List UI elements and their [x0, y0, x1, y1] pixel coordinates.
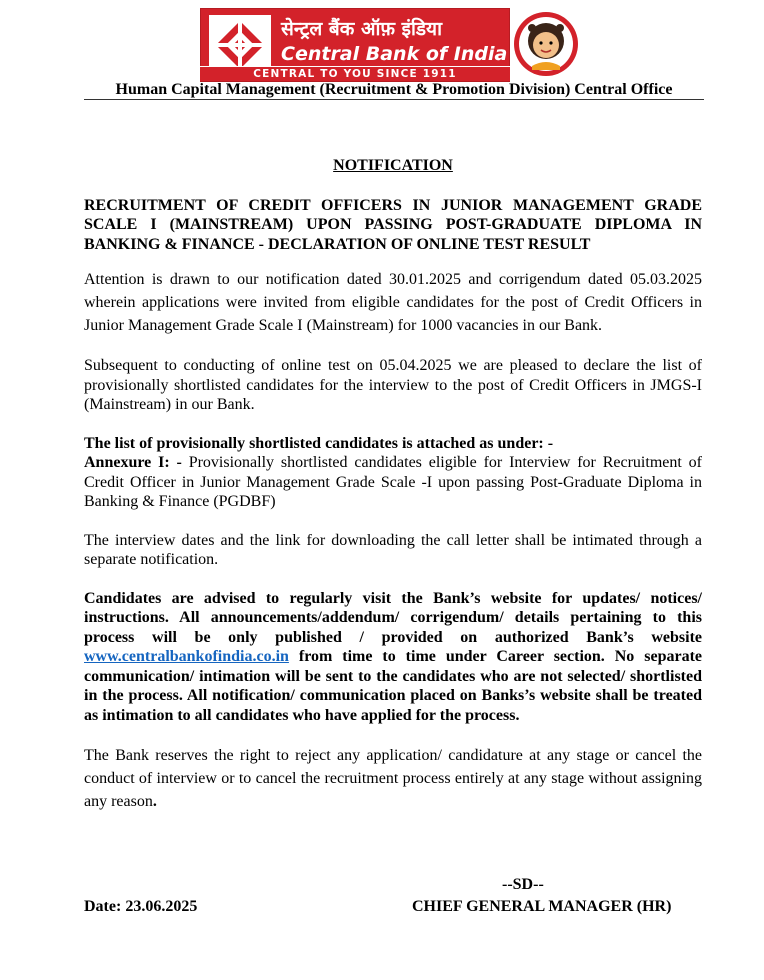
beti-bachao-mascot-icon: [512, 8, 580, 80]
bank-website-link[interactable]: www.centralbankofindia.co.in: [84, 648, 289, 665]
signatory-title: CHIEF GENERAL MANAGER (HR): [412, 898, 672, 915]
annexure-text: Provisionally shortlisted candidates eligible for Interview for Recruitment of Credit Officer in Junior Management Grade Scale -I upon passing Post-Graduate Diploma in Banking & Finance (PGDBF): [84, 454, 702, 510]
advisory-text-before: Candidates are advised to regularly visit the Bank’s website for updates/ notices/ instructions. All announcements/addendum/ corrigendum/ details pertaining to this process will be only published / provided on authorized Bank’s website: [84, 589, 702, 646]
reservation-text: The Bank reserves the right to reject any application/ candidature at any stage or cancel the conduct of interview or to cancel the recruitment process entirely at any stage without assigning any reason: [84, 747, 702, 810]
office-title: Human Capital Management (Recruitment & Promotion Division) Central Office: [84, 80, 704, 100]
notification-date: Date: 23.06.2025: [84, 898, 198, 915]
annexure-label: Annexure I: -: [84, 454, 182, 471]
notification-heading: NOTIFICATION: [333, 157, 453, 174]
reservation-end: .: [152, 793, 157, 810]
bank-name-hindi: सेन्ट्रल बैंक ऑफ़ इंडिया: [281, 18, 442, 40]
signature-sd: --SD--: [502, 876, 544, 893]
notification-body: [84, 156, 702, 832]
paragraph-declaration: Subsequent to conducting of online test on 05.04.2025 we are pleased to declare the list of provisionally shortlisted candidates for the interview to the post of Credit Officers in JMGS-I (Mainstream) in our Bank.: [84, 357, 702, 413]
advisory-text-after: from time to time under Career section. No separate communication/ intimation will be sent to the candidates who are not selected/ shortlisted in the process. All notification/ communication placed on Banks’s website shall be treated as intimation to all candidates who have applied for the process.: [84, 648, 702, 724]
notification-subject: RECRUITMENT OF CREDIT OFFICERS IN JUNIOR MANAGEMENT GRADE SCALE I (MAINSTREAM) UPON PASSING POST-GRADUATE DIPLOMA IN BANKING & FINANCE - DECLARATION OF ONLINE TEST RESULT: [84, 196, 702, 253]
paragraph-annexure: [84, 434, 702, 512]
bank-name-english: Central Bank of India: [281, 43, 508, 65]
paragraph-interview-dates: The interview dates and the link for downloading the call letter shall be intimated through a separate notification.: [84, 531, 702, 568]
letterhead: [0, 0, 764, 100]
paragraph-attention: Attention is drawn to our notification dated 30.01.2025 and corrigendum dated 05.03.2025 wherein applications were invited from eligible candidates for the post of Credit Officers in Junior Management Grade Scale I (Mainstream) for 1000 vacancies in our Bank.: [84, 271, 702, 334]
paragraph-advisory: [84, 589, 702, 726]
bank-tagline: CENTRAL TO YOU SINCE 1911: [200, 66, 510, 81]
list-heading: The list of provisionally shortlisted candidates is attached as under: -: [84, 434, 554, 452]
paragraph-reservation: [84, 744, 702, 813]
